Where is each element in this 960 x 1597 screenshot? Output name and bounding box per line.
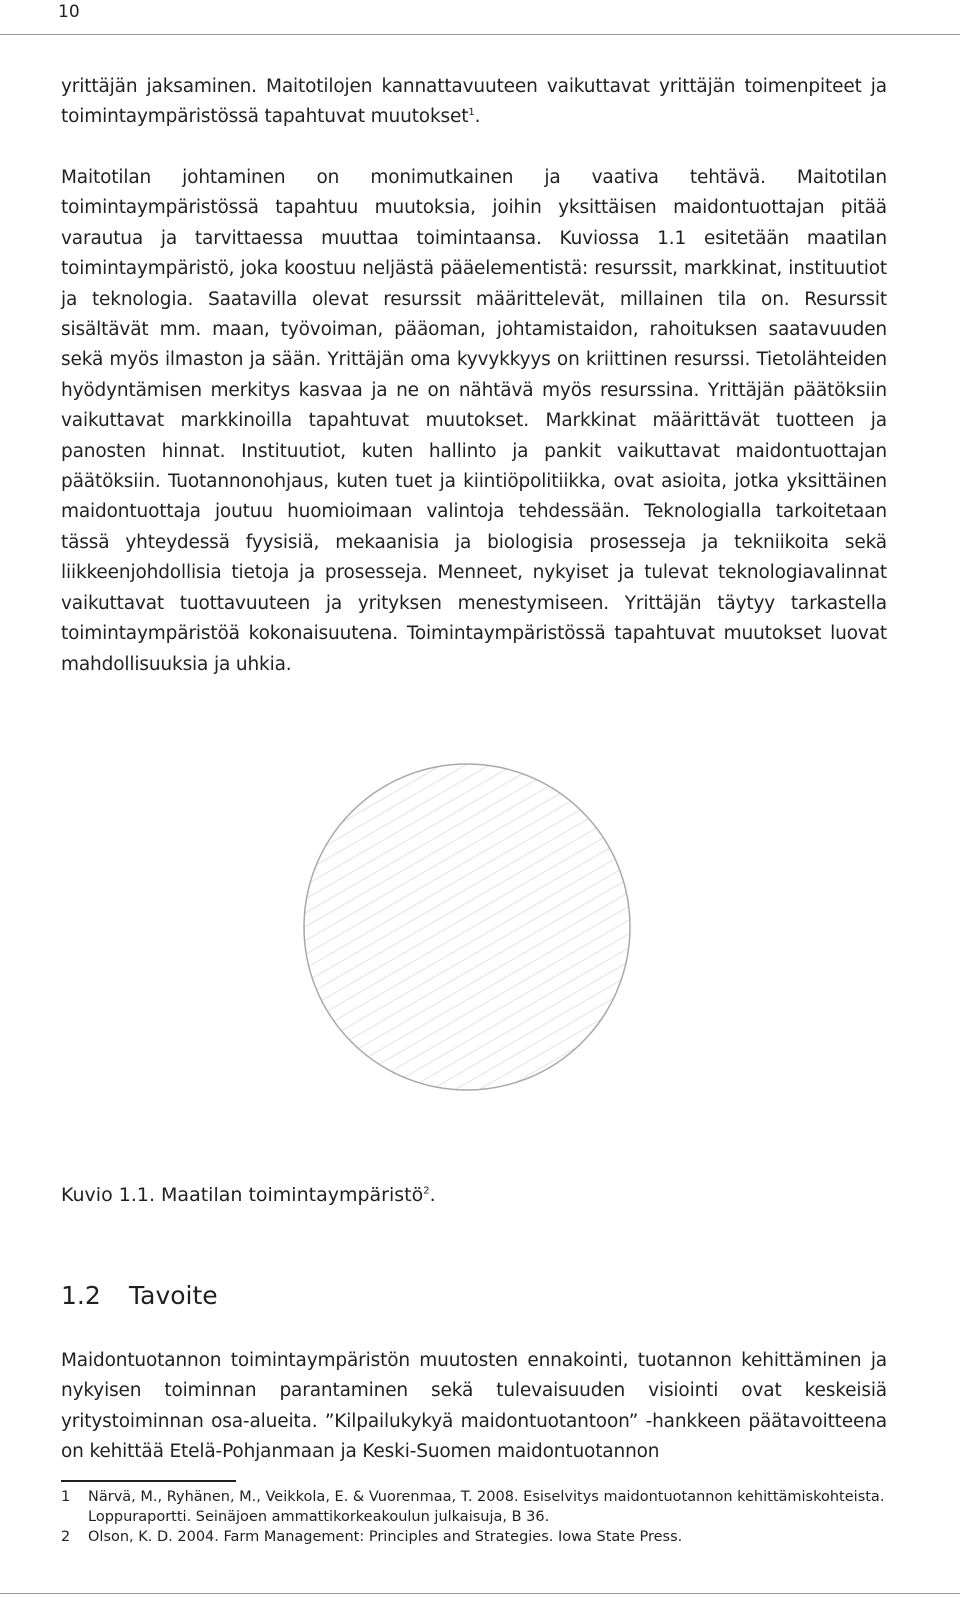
footnote-text: Olson, K. D. 2004. Farm Management: Principles and Strategies. Iowa State Press. (88, 1529, 683, 1545)
section-number: 1.2 (61, 1281, 101, 1310)
footnote-ref-2[interactable]: 2 (423, 1185, 430, 1197)
footnote-number: 1 (61, 1489, 71, 1505)
footnote-ref-1[interactable]: 1 (468, 107, 475, 119)
section-heading (61, 1279, 218, 1313)
footnote-item (61, 1487, 901, 1527)
footnote-item (61, 1527, 901, 1547)
footnote-number: 2 (61, 1529, 71, 1545)
footnote-text: Närvä, M., Ryhänen, M., Veikkola, E. & Vuorenmaa, T. 2008. Esiselvitys maidontuotannon kehittämiskohteista. Loppuraportti. Seinäjoen ammattikorkeakoulun julkaisuja, B 36. (88, 1489, 885, 1525)
figure-caption-end: . (429, 1184, 436, 1206)
paragraph-intro-end: . (474, 106, 481, 128)
paragraph-environment: Maitotilan johtaminen on monimutkainen ja vaativa tehtävä. Maitotilan toimintaympäristössä tapahtuu muutoksia, joihin yksittäisen maidontuottajan pitää varautua ja tarvittaessa muuttaa toimintaansa. Kuviossa 1.1 esitetään maatilan toimintaympäristö, joka koostuu neljästä pääelementistä: resurssit, markkinat, instituutiot ja teknologia. Saatavilla olevat resurssit määrittelevät, millainen tila on. Resurssit sisältävät mm. maan, työvoiman, pääoman, johtamistaidon, rahoituksen saatavuuden sekä myös ilmaston ja sään. Yrittäjän oma kyvykkyys on kriittinen resurssi. Tietolähteiden hyödyntämisen merkitys kasvaa ja ne on nähtävä myös resurssina. Yrittäjän päätöksiin vaikuttavat markkinoilla tapahtuvat muutokset. Markkinat määrittävät tuotteen ja panosten hinnat. Instituutiot, kuten hallinto ja pankit vaikuttavat maidontuottajan päätöksiin. Tuotannonohjaus, kuten tuet ja kiintiöpolitiikka, ovat asioita, jotka yksittäinen maidontuottaja joutuu huomioimaan valintoja tehdessään. Teknologialla tarkoitetaan tässä yhteydessä fyysisiä, mekaanisia ja biologisia prosesseja ja tekniikoita sekä liikkeenjohdollisia tietoja ja prosesseja. Menneet, nykyiset ja tulevat teknologiavalinnat vaikuttavat tuottavuuteen ja yrityksen menestymiseen. Yrittäjän täytyy tarkastella toimintaympäristöä kokonaisuutena. Toimintaympäristössä tapahtuvat muutokset luovat mahdollisuuksia ja uhkia. (61, 167, 887, 675)
footer-divider (0, 1593, 960, 1594)
page-number: 10 (58, 2, 80, 22)
figure-caption (61, 1181, 436, 1209)
paragraph-intro (61, 72, 887, 133)
footnotes (61, 1487, 901, 1547)
figure-circle-image (302, 762, 632, 1092)
footnote-divider (61, 1480, 236, 1482)
paragraph-intro-text: yrittäjän jaksaminen. Maitotilojen kannattavuuteen vaikuttavat yrittäjän toimenpiteet ja toimintaympäristössä tapahtuvat muutokset (61, 76, 887, 128)
header-divider (0, 34, 960, 35)
figure-caption-text: Kuvio 1.1. Maatilan toimintaympäristö (61, 1184, 424, 1206)
section-title: Tavoite (129, 1281, 218, 1310)
paragraph-goal: Maidontuotannon toimintaympäristön muutosten ennakointi, tuotannon kehittäminen ja nykyisen toiminnan parantaminen sekä tulevaisuuden visiointi ovat keskeisiä yritystoiminnan osa-alueita. ”Kilpailukykyä maidontuotantoon” -hankkeen päätavoitteena on kehittää Etelä-Pohjanmaan ja Keski-Suomen maidontuotannon (61, 1350, 887, 1463)
